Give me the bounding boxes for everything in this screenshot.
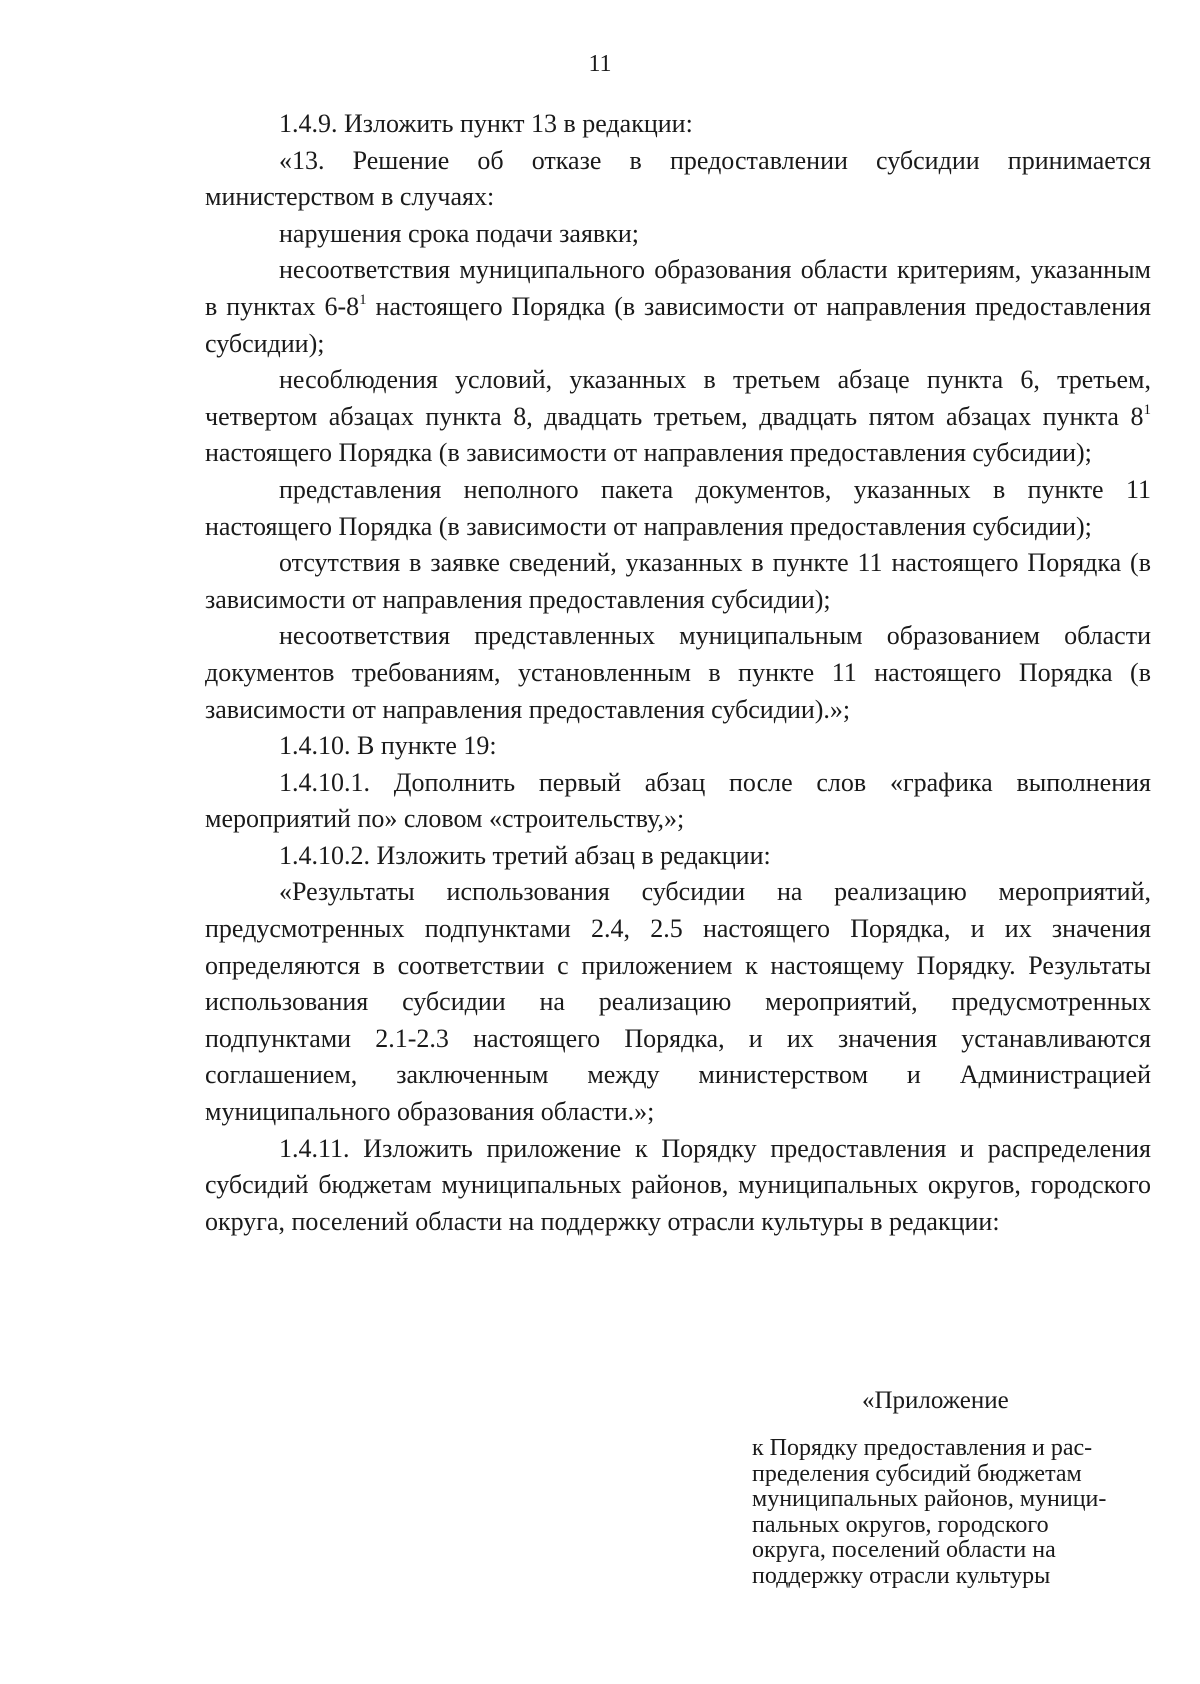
superscript: 1 <box>359 291 367 308</box>
paragraph-quote-13: «13. Решение об отказе в предоставлении субсидии принимается министерством в случаях: <box>205 145 1151 212</box>
paragraph-1-4-11: 1.4.11. Изложить приложение к Порядку предоставления и распределения субсидий бюджетам муниципальных районов, муниципальных округов, городского округа, поселений области на поддержку отрасли культуры в редакции: <box>205 1133 1151 1236</box>
paragraph-requirements-mismatch: несоответствия представленных муниципальным образованием области документов требованиям, установленным в пункте 11 настоящего Порядка (в зависимости от направления предоставления субсидии).»; <box>205 621 1151 724</box>
paragraph-conditions-breach <box>205 362 1151 472</box>
paragraph-1-4-10-2: 1.4.10.2. Изложить третий абзац в редакции: <box>279 840 771 870</box>
paragraph-results-quote: «Результаты использования субсидии на реализацию мероприятий, предусмотренных подпунктами 2.4, 2.5 настоящего Порядка, и их значения определяются в соответствии с приложением к настоящему Порядку. Результаты использования субсидии на реализацию мероприятий, предусмотренных подпунктами 2.1-2.3 настоящего Порядка, и их значения устанавливаются соглашением, заключенным между министерством и Администрацией муниципального образования области.»; <box>205 877 1151 1127</box>
superscript: 1 <box>1143 401 1151 418</box>
appendix-subtitle: к Порядку предоставления и рас- пределения субсидий бюджетам муниципальных районов, муници- пальных округов, городского округа, поселений области на поддержку отрасли культуры <box>752 1435 1107 1589</box>
appendix-header <box>752 1386 1162 1589</box>
paragraph-criteria-mismatch <box>205 252 1151 362</box>
text-segment: несоответствия муниципального образования области критериям, указанным в пунктах 6-8 <box>205 255 1151 321</box>
paragraph-missing-info: отсутствия в заявке сведений, указанных в пункте 11 настоящего Порядка (в зависимости от направления предоставления субсидии); <box>205 548 1151 614</box>
page-number: 11 <box>588 51 612 77</box>
appendix-title: «Приложение <box>862 1387 1009 1414</box>
text-segment: настоящего Порядка (в зависимости от направления предоставления субсидии); <box>205 438 1092 468</box>
paragraph-1-4-10-1: 1.4.10.1. Дополнить первый абзац после слов «графика выполнения мероприятий по» словом «строительству,»; <box>205 767 1151 834</box>
paragraph-1-4-9: 1.4.9. Изложить пункт 13 в редакции: <box>279 109 693 138</box>
paragraph-deadline-violation: нарушения срока подачи заявки; <box>279 218 639 248</box>
text-segment: настоящего Порядка (в зависимости от направления предоставления субсидии); <box>205 291 1151 358</box>
text-segment: несоблюдения условий, указанных в третьем абзаце пункта 6, третьем, четвертом абзацах пункта 8, двадцать третьем, двадцать пятом абзацах пункта 8 <box>205 365 1151 431</box>
paragraph-1-4-10: 1.4.10. В пункте 19: <box>279 731 497 761</box>
paragraph-incomplete-package: представления неполного пакета документов, указанных в пункте 11 настоящего Порядка (в зависимости от направления предоставления субсидии); <box>205 474 1151 541</box>
body-text <box>205 106 1151 1240</box>
